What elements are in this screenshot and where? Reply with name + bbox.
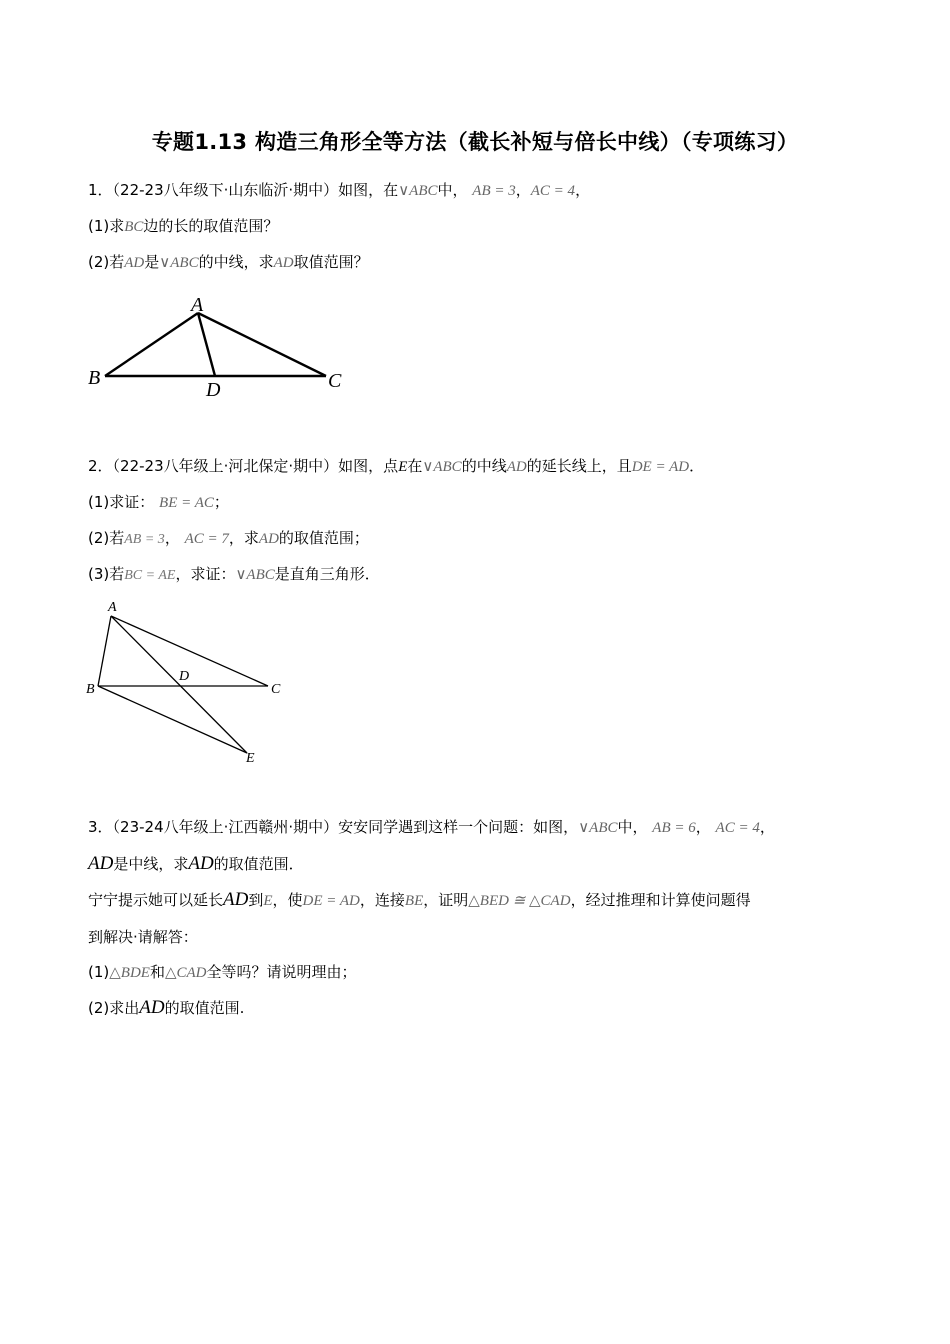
q3-text: ，经过推理和计算使问题得	[570, 891, 751, 909]
q2-part3-text: ，求证：	[175, 565, 236, 583]
q1-label-b: B	[88, 367, 101, 389]
q1-label-c: C	[328, 370, 342, 392]
q1-text: 中，	[437, 181, 468, 199]
q1-source: （22-23八年级下·山东临沂·期中）	[112, 181, 339, 199]
q2-part1-label: (1)求证：	[88, 493, 155, 511]
q1-cond-ac: AC = 4	[530, 183, 576, 199]
q3-segment: BE	[404, 893, 424, 909]
q2-source: （22-23八年级上·河北保定·期中）	[112, 457, 339, 475]
q1-text: 如图，在	[338, 181, 399, 199]
q3-text: 安安同学遇到这样一个问题：如图，	[338, 818, 579, 836]
q1-label-d: D	[206, 379, 221, 401]
q3-part1-text: 全等吗？请说明理由；	[206, 963, 357, 981]
page-title: 专题1.13 构造三角形全等方法（截长补短与倍长中线）（专项练习）	[151, 130, 799, 154]
q2-number: 2．	[88, 457, 113, 475]
q1-part2-triangle: ∨ABC	[159, 255, 199, 271]
q3-congruence: △BED ≅ △CAD	[468, 893, 571, 909]
q3-text: 到	[248, 891, 264, 909]
q2-var: AD	[506, 459, 527, 475]
q3-number: 3．	[88, 818, 113, 836]
q2-part3-text: 是直角三角形．	[274, 565, 380, 583]
q2-part1-text: ；	[213, 493, 229, 511]
q2-part2-label: (2)若	[88, 529, 125, 547]
q2-part1-expr: BE = AC	[159, 495, 214, 511]
q3-text: ，	[759, 818, 775, 836]
q2-part2-var: AD	[258, 531, 279, 547]
q1-stem	[88, 180, 590, 201]
q3-cond-ab: AB = 6	[652, 820, 696, 836]
q3-part1	[88, 962, 357, 983]
q3-cond-ac: AC = 4	[715, 820, 760, 836]
q2-part3-cond: BC = AE	[124, 568, 176, 583]
q1-part2-label: (2)若	[88, 253, 125, 271]
q2-text: ．	[689, 457, 705, 475]
q2-segment-be	[98, 686, 247, 753]
q1-part2-var: AD	[273, 255, 294, 271]
q3-var: AD	[188, 853, 214, 874]
q1-label-a: A	[191, 294, 204, 316]
q3-part2-text: 的取值范围.	[164, 999, 245, 1017]
q3-part1-text: 和	[149, 963, 165, 981]
q2-point: E	[398, 459, 408, 475]
q2-label-e: E	[246, 751, 255, 766]
q1-number: 1．	[88, 181, 113, 199]
q2-part3	[88, 564, 380, 586]
q3-part2-label: (2)求出	[88, 999, 140, 1017]
q1-segment-ad	[198, 313, 215, 376]
q3-part2-var: AD	[139, 997, 165, 1018]
q1-part2-var: AD	[124, 255, 145, 271]
q2-segment-ac	[111, 616, 268, 686]
q2-label-c: C	[271, 682, 281, 697]
q2-stem	[88, 456, 704, 477]
q1-segment-ab	[105, 313, 198, 376]
q3-part1-label: (1)	[88, 963, 110, 981]
q2-part3-label: (3)若	[88, 565, 125, 583]
q3-source: （23-24八年级上·江西赣州·期中）	[112, 818, 339, 836]
q1-part2-text: 是	[144, 253, 160, 271]
q1-text: ，	[575, 181, 591, 199]
q1-triangle: ∨ABC	[398, 183, 438, 199]
q2-figure	[80, 596, 300, 771]
q1-part2-text: 的中线，求	[198, 253, 274, 271]
q2-cond: DE = AD	[631, 459, 690, 475]
q1-part2	[88, 252, 369, 273]
q2-text: 的延长线上，且	[526, 457, 632, 475]
q3-text: 宁宁提示她可以延长	[88, 891, 224, 909]
q2-part2-cond-ac: AC = 7	[184, 531, 229, 547]
q1-part1-label: (1)求	[88, 217, 125, 235]
q2-label-a: A	[108, 600, 117, 615]
q2-segment-ab	[98, 616, 111, 686]
q3-text: ，使	[272, 891, 303, 909]
q2-part2-text: ，求	[228, 529, 259, 547]
q2-part1	[88, 492, 229, 513]
q2-part2-text: 的取值范围；	[278, 529, 369, 547]
q3-text: 是中线，求	[113, 855, 189, 873]
q3-line3	[88, 890, 751, 911]
q2-part2-cond-ab: AB = 3	[124, 532, 165, 547]
q1-part1	[88, 216, 278, 237]
q2-text: 的中线	[461, 457, 507, 475]
q2-text: 在	[407, 457, 423, 475]
q2-part2-text: ，	[164, 529, 180, 547]
q2-label-b: B	[86, 682, 95, 697]
q3-stem	[88, 817, 775, 838]
q3-text: ，连接	[359, 891, 405, 909]
q1-part2-text: 取值范围？	[293, 253, 369, 271]
q1-part1-var: BC	[124, 219, 144, 235]
q1-cond-ab: AB = 3	[472, 183, 516, 199]
q3-text: ，证明	[423, 891, 469, 909]
q3-text: 中，	[617, 818, 648, 836]
q3-line4: 到解决·请解答：	[88, 928, 198, 946]
q2-label-d: D	[179, 669, 190, 684]
q3-text: ，	[695, 818, 711, 836]
q1-part1-text: 边的长的取值范围？	[143, 217, 279, 235]
q3-line2	[88, 854, 304, 874]
q3-var: AD	[223, 889, 249, 910]
q1-figure	[80, 290, 370, 405]
q2-text: 如图，点	[338, 457, 399, 475]
q3-triangle: ∨ABC	[578, 820, 618, 836]
q3-var: AD	[88, 853, 114, 874]
q2-part2	[88, 528, 369, 550]
q2-part3-triangle: ∨ABC	[235, 567, 275, 583]
q1-segment-ac	[198, 313, 326, 376]
q2-triangle: ∨ABC	[422, 459, 462, 475]
q3-text: 的取值范围．	[213, 855, 304, 873]
q3-part2	[88, 998, 244, 1018]
q1-text: ，	[515, 181, 531, 199]
q3-cond: DE = AD	[302, 893, 360, 909]
q3-part1-triangle: △CAD	[164, 965, 207, 981]
q3-part1-triangle: △BDE	[109, 965, 150, 981]
q3-point: E	[263, 893, 273, 909]
q2-segment-ae	[111, 616, 247, 753]
